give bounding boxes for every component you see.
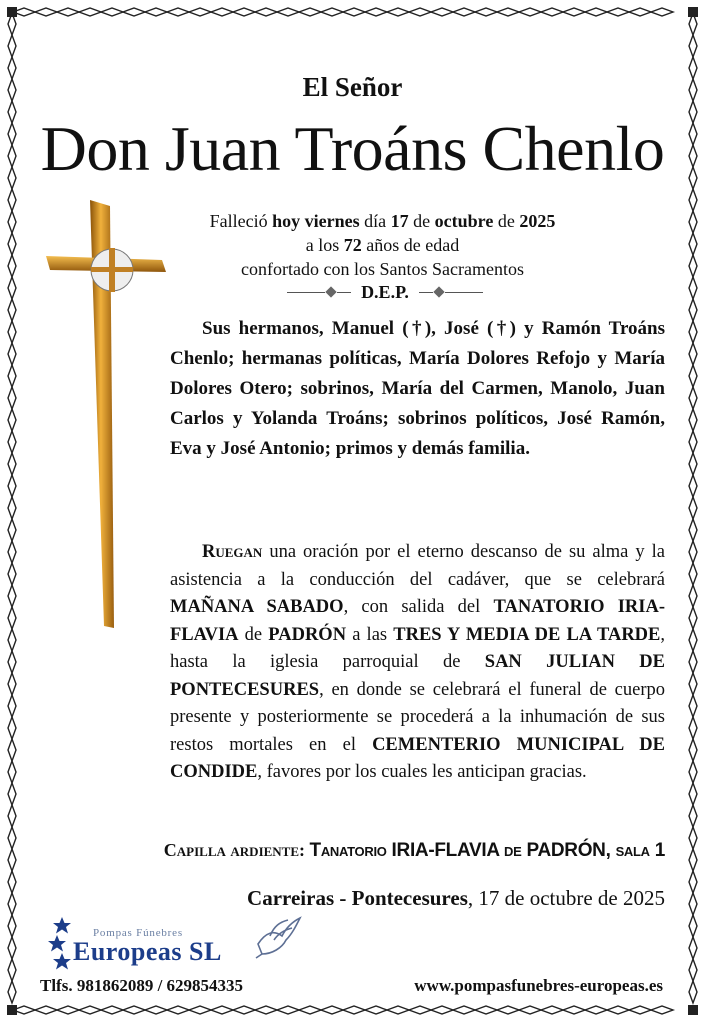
border-link bbox=[8, 717, 16, 739]
border-link bbox=[689, 519, 697, 541]
chapel-line bbox=[164, 840, 665, 862]
border-link bbox=[497, 1006, 519, 1014]
border-link bbox=[123, 1006, 145, 1014]
border-link bbox=[387, 1006, 409, 1014]
border-link bbox=[8, 211, 16, 233]
border-link bbox=[8, 761, 16, 783]
border-link bbox=[123, 8, 145, 16]
border-link bbox=[211, 1006, 233, 1014]
border-link bbox=[35, 1006, 57, 1014]
border-link bbox=[8, 321, 16, 343]
death-notice bbox=[170, 209, 595, 281]
border-link bbox=[563, 1006, 585, 1014]
border-link bbox=[453, 1006, 475, 1014]
border-link bbox=[299, 8, 321, 16]
border-link bbox=[689, 937, 697, 959]
border-link bbox=[8, 189, 16, 211]
border-link bbox=[365, 8, 387, 16]
border-link bbox=[8, 233, 16, 255]
border-link bbox=[689, 343, 697, 365]
border-link bbox=[101, 8, 123, 16]
border-link bbox=[497, 8, 519, 16]
border-link bbox=[8, 35, 16, 57]
border-link bbox=[387, 8, 409, 16]
border-link bbox=[689, 739, 697, 761]
border-link bbox=[299, 1006, 321, 1014]
border-link bbox=[689, 211, 697, 233]
border-link bbox=[255, 8, 277, 16]
border-link bbox=[343, 8, 365, 16]
border-link bbox=[475, 1006, 497, 1014]
border-link bbox=[689, 827, 697, 849]
border-link bbox=[519, 1006, 541, 1014]
border-link bbox=[277, 8, 299, 16]
border-corner bbox=[688, 1005, 698, 1015]
border-link bbox=[8, 277, 16, 299]
border-link bbox=[585, 1006, 607, 1014]
border-link bbox=[629, 1006, 651, 1014]
border-link bbox=[409, 1006, 431, 1014]
border-link bbox=[8, 387, 16, 409]
family-paragraph: Sus hermanos, Manuel (†), José (†) y Ramón Troáns Chenlo; hermanas políticas, María Dolores Refojo y María Dolores Otero; sobrinos, María del Carmen, Manolo, Juan Carlos y Yolanda Troáns; sobrinos políticos, José Ramón, Eva y José Antonio; primos y demás familia. bbox=[170, 318, 665, 459]
border-link bbox=[8, 915, 16, 937]
border-link bbox=[8, 849, 16, 871]
border-link bbox=[689, 233, 697, 255]
border-link bbox=[167, 1006, 189, 1014]
border-link bbox=[233, 8, 255, 16]
border-link bbox=[689, 607, 697, 629]
border-link bbox=[689, 893, 697, 915]
border-link bbox=[343, 1006, 365, 1014]
border-link bbox=[409, 8, 431, 16]
border-link bbox=[689, 409, 697, 431]
border-link bbox=[453, 8, 475, 16]
border-link bbox=[145, 8, 167, 16]
sacraments-line: confortado con los Santos Sacramentos bbox=[241, 259, 524, 279]
border-link bbox=[585, 8, 607, 16]
border-link bbox=[8, 497, 16, 519]
border-link bbox=[689, 673, 697, 695]
border-link bbox=[689, 299, 697, 321]
ornament-right-icon bbox=[419, 288, 483, 296]
border-link bbox=[689, 497, 697, 519]
place-date: , 17 de octubre de 2025 bbox=[467, 886, 665, 910]
death-age-line: a los 72 años de edad bbox=[305, 235, 460, 255]
border-link bbox=[8, 585, 16, 607]
border-link bbox=[8, 563, 16, 585]
border-link bbox=[145, 1006, 167, 1014]
border-link bbox=[689, 959, 697, 981]
border-link bbox=[689, 189, 697, 211]
border-corner bbox=[688, 7, 698, 17]
border-link bbox=[8, 893, 16, 915]
border-link bbox=[689, 35, 697, 57]
border-link bbox=[689, 695, 697, 717]
border-link bbox=[431, 8, 453, 16]
place-date-line bbox=[247, 886, 665, 911]
border-link bbox=[689, 629, 697, 651]
border-link bbox=[563, 8, 585, 16]
border-link bbox=[8, 541, 16, 563]
border-link bbox=[8, 519, 16, 541]
border-link bbox=[8, 343, 16, 365]
phone-numbers: Tlfs. 981862089 / 629854335 bbox=[40, 976, 244, 995]
border-link bbox=[689, 255, 697, 277]
border-link bbox=[8, 673, 16, 695]
border-link bbox=[8, 827, 16, 849]
cross-icon bbox=[44, 198, 168, 630]
border-link bbox=[277, 1006, 299, 1014]
border-corner bbox=[7, 1005, 17, 1015]
border-link bbox=[8, 959, 16, 981]
logo-bottom-text: Europeas SL bbox=[73, 937, 222, 966]
border-link bbox=[541, 1006, 563, 1014]
border-link bbox=[321, 8, 343, 16]
border-link bbox=[57, 8, 79, 16]
border-link bbox=[255, 1006, 277, 1014]
border-link bbox=[8, 783, 16, 805]
border-link bbox=[689, 321, 697, 343]
border-link bbox=[8, 255, 16, 277]
border-link bbox=[101, 1006, 123, 1014]
border-link bbox=[689, 563, 697, 585]
border-link bbox=[211, 8, 233, 16]
border-link bbox=[189, 1006, 211, 1014]
border-link bbox=[8, 365, 16, 387]
border-link bbox=[8, 431, 16, 453]
border-link bbox=[607, 8, 629, 16]
border-link bbox=[79, 1006, 101, 1014]
border-link bbox=[519, 8, 541, 16]
border-link bbox=[57, 1006, 79, 1014]
logo-top-text: Pompas Fúnebres bbox=[93, 927, 183, 939]
chapel-label: Capilla ardiente: bbox=[163, 840, 306, 860]
border-link bbox=[8, 805, 16, 827]
border-link bbox=[689, 805, 697, 827]
border-link bbox=[8, 695, 16, 717]
border-link bbox=[8, 299, 16, 321]
border-link bbox=[689, 915, 697, 937]
border-link bbox=[689, 717, 697, 739]
border-link bbox=[689, 981, 697, 1003]
border-link bbox=[35, 8, 57, 16]
border-link bbox=[8, 937, 16, 959]
border-corner bbox=[7, 7, 17, 17]
death-date-line: Falleció hoy viernes día 17 de octubre de 2025 bbox=[209, 211, 556, 231]
chapel-value: Tanatorio IRIA-FLAVIA de PADRÓN, sala 1 bbox=[309, 840, 665, 861]
dove-icon bbox=[252, 914, 304, 960]
border-link bbox=[651, 1006, 673, 1014]
border-link bbox=[689, 585, 697, 607]
ornament-left-icon bbox=[287, 288, 351, 296]
dep-label: D.E.P. bbox=[361, 281, 409, 302]
border-link bbox=[689, 761, 697, 783]
border-link bbox=[8, 629, 16, 651]
border-link bbox=[651, 8, 673, 16]
border-link bbox=[8, 409, 16, 431]
border-link bbox=[689, 651, 697, 673]
border-link bbox=[689, 365, 697, 387]
border-link bbox=[8, 475, 16, 497]
border-link bbox=[689, 541, 697, 563]
place-name: Carreiras - Pontecesures bbox=[247, 886, 468, 910]
border-link bbox=[189, 8, 211, 16]
border-link bbox=[8, 739, 16, 761]
border-link bbox=[321, 1006, 343, 1014]
border-link bbox=[8, 871, 16, 893]
border-link bbox=[167, 8, 189, 16]
border-link bbox=[365, 1006, 387, 1014]
border-link bbox=[689, 453, 697, 475]
border-link bbox=[8, 607, 16, 629]
dep-divider bbox=[260, 280, 510, 304]
border-link bbox=[689, 277, 697, 299]
title-heading: El Señor bbox=[302, 72, 403, 102]
border-link bbox=[233, 1006, 255, 1014]
border-link bbox=[689, 871, 697, 893]
deceased-name: Don Juan Troáns Chenlo bbox=[40, 113, 665, 184]
border-link bbox=[607, 1006, 629, 1014]
border-link bbox=[431, 1006, 453, 1014]
border-link bbox=[8, 453, 16, 475]
border-link bbox=[689, 387, 697, 409]
border-link bbox=[689, 431, 697, 453]
border-link bbox=[8, 981, 16, 1003]
border-link bbox=[8, 651, 16, 673]
funeral-paragraph: Ruegan una oración por el eterno descanso de su alma y la asistencia a la conducción del cadáver, que se celebrará MAÑANA SABADO, con salida del TANATORIO IRIA-FLAVIA de PADRÓN a las TRES Y MEDIA DE LA TARDE, hasta la iglesia parroquial de SAN JULIAN DE PONTECESURES, en donde se celebrará el funeral de cuerpo presente y posteriormente se procederá a la inhumación de sus restos mortales en el CEMENTERIO MUNICIPAL DE CONDIDE, favores por los cuales les anticipan gracias. bbox=[170, 542, 666, 782]
border-link bbox=[79, 8, 101, 16]
border-link bbox=[629, 8, 651, 16]
border-link bbox=[689, 475, 697, 497]
border-link bbox=[475, 8, 497, 16]
border-link bbox=[689, 849, 697, 871]
border-link bbox=[541, 8, 563, 16]
border-link bbox=[689, 783, 697, 805]
website-link[interactable]: www.pompasfunebres-europeas.es bbox=[414, 976, 663, 995]
company-logo bbox=[48, 913, 248, 973]
